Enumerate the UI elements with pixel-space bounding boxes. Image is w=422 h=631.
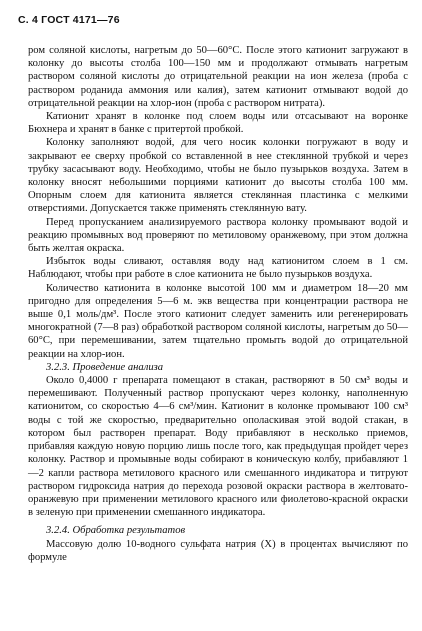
paragraph: Количество катионита в колонке высотой 100 мм и диаметром 18—20 мм пригодно для определения 5—6 м. экв вещества при концентрации раствора не выше 0,1 моль/дм³. После этого катионит следует заменить или регенерировать многократной (7—8 раз) обработкой раствором соляной кислоты, нагретым до 50—60°С, при перемешивании, затем тщательно промыть водой до отрицательной реакции на хлор-ион. — [28, 282, 408, 360]
paragraph: Перед пропусканием анализируемого раствора колонку промывают водой и реакцию промывных вод проверяют по метиловому оранжевому, при этом должна быть желтая окраска. — [28, 216, 408, 255]
paragraph: ром соляной кислоты, нагретым до 50—60°С. После этого катионит загружают в колонку до высоты столба 100—150 мм и продолжают отмывать нагретым раствором соляной кислоты до отрицательной реакции на ион железа (проба с раствором роданида аммония или калия), затем катионит отмывают водой до отрицательной реакции на хлор-ион (проба с раствором нитрата). — [28, 45, 408, 109]
paragraph: Около 0,4000 г препарата помещают в стакан, растворяют в 50 см³ воды и перемешивают. Полученный раствор пропускают через колонку, наполненную катионитом, со скоростью 4—6 см³/мин. Катионит в колонке промывают 100 см³ воды с той же скоростью, предварительно ополаскивая этой водой стакан, в котором был растворен препарат. Воду прибавляют в несколько приемов, прибавляя каждую новую порцию лишь после того, как предыдущая пройдет через колонку. Раствор и промывные воды собирают в коническую колбу, прибавляют 1—2 капли раствора метилового красного или смешанного индикатора и титруют раствором гидроксида натрия до перехода розовой окраски раствора в желтовато-оранжевую при применении метилового красного или фиолетово-красной окраски в зеленую при применении смешанного индикатора. — [28, 375, 408, 519]
paragraph: Массовую долю 10-водного сульфата натрия (X) в процентах вычисляют по формуле — [28, 538, 408, 563]
page-header: С. 4 ГОСТ 4171—76 — [18, 14, 120, 26]
document-body — [28, 44, 408, 564]
paragraph: Катионит хранят в колонке под слоем воды или отсасывают на воронке Бюхнера и хранят в банке с притертой пробкой. — [28, 111, 408, 136]
paragraph: Колонку заполняют водой, для чего носик колонки погружают в воду и закрывают ее сверху пробкой со вставленной в нее стеклянной трубкой и через трубку засасывают воду. Необходимо, чтобы не было пузырьков воздуха. Затем в колонку вносят небольшими порциями катионит до высоты столба 100 мм. Опорным слоем для катионита является стеклянная пластинка с мелкими отверстиями. Допускается также применять стеклянную вату. — [28, 137, 408, 215]
paragraph: Избыток воды сливают, оставляя воду над катионитом слоем в 1 см. Наблюдают, чтобы при работе в слое катионита не было пузырьков воздуха. — [28, 256, 408, 281]
section-heading: 3.2.4. Обработка результатов — [46, 525, 186, 537]
section-heading: 3.2.3. Проведение анализа — [46, 361, 164, 373]
